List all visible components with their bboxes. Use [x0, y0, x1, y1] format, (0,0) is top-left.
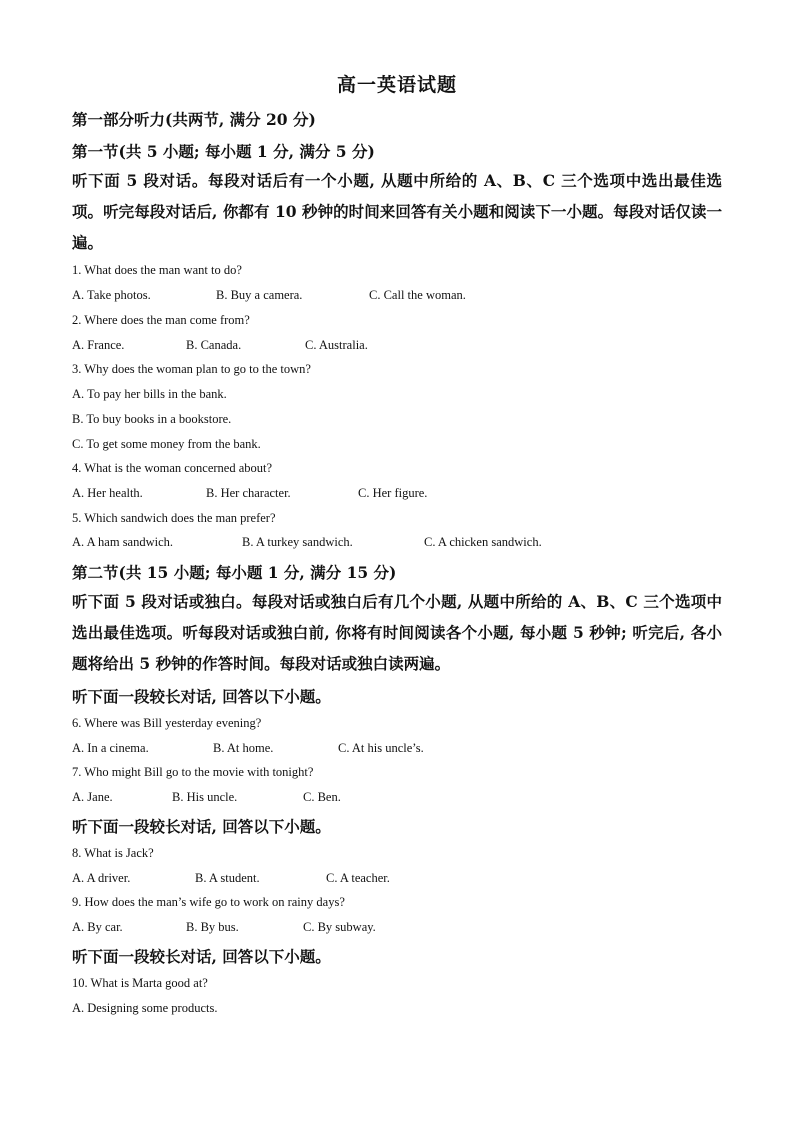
option-b: B. Canada.: [186, 338, 242, 352]
option-b: B. His uncle.: [172, 790, 238, 804]
option-b: B. A student.: [195, 871, 260, 885]
page-title: 高一英语试题: [336, 74, 457, 96]
option-a: A. Take photos.: [72, 288, 151, 302]
question-stem: 3. Why does the woman plan to go to the town?: [72, 362, 311, 376]
section-heading: 第一节(共 5 小题; 每小题 1 分, 满分 5 分): [72, 142, 375, 161]
option-c: C. Her figure.: [358, 486, 428, 500]
option-a: A. By car.: [72, 920, 123, 934]
question-stem: 2. Where does the man come from?: [72, 313, 250, 327]
option-c: C. A teacher.: [326, 871, 390, 885]
section-instructions: 听下面 5 段对话或独白。每段对话或独白后有几个小题, 从题中所给的 A、B、C 三个选项中选出最佳选项。听每段对话或独白前, 你将有时间阅读各个小题, 每小题 5 秒钟; 听完后, 各小题将给出 5 秒钟的作答时间。每段对话或独白读两遍。: [72, 592, 722, 673]
question-stem: 9. How does the man’s wife go to work on rainy days?: [72, 895, 345, 909]
option-b: B. To buy books in a bookstore.: [72, 412, 232, 426]
option-c: C. Ben.: [303, 790, 341, 804]
option-b: B. Her character.: [206, 486, 291, 500]
section-instructions: 听下面 5 段对话。每段对话后有一个小题, 从题中所给的 A、B、C 三个选项中选出最佳选项。听完每段对话后, 你都有 10 秒钟的时间来回答有关小题和阅读下一小题。每段对话仅读一遍。: [72, 171, 722, 252]
question-stem: 10. What is Marta good at?: [72, 976, 208, 990]
option-b: B. Buy a camera.: [216, 288, 303, 302]
option-b: B. By bus.: [186, 920, 239, 934]
option-a: A. In a cinema.: [72, 741, 149, 755]
option-a: A. Her health.: [72, 486, 143, 500]
option-a: A. A driver.: [72, 871, 131, 885]
dialogue-instruction: 听下面一段较长对话, 回答以下小题。: [72, 687, 331, 706]
option-c: C. By subway.: [303, 920, 376, 934]
question-stem: 6. Where was Bill yesterday evening?: [72, 716, 262, 730]
option-c: C. At his uncle’s.: [338, 741, 424, 755]
option-a: A. France.: [72, 338, 125, 352]
option-c: C. Call the woman.: [369, 288, 466, 302]
question-stem: 1. What does the man want to do?: [72, 263, 242, 277]
question-stem: 4. What is the woman concerned about?: [72, 461, 273, 475]
question-stem: 8. What is Jack?: [72, 846, 154, 860]
option-a: A. A ham sandwich.: [72, 535, 174, 549]
dialogue-instruction: 听下面一段较长对话, 回答以下小题。: [72, 817, 331, 836]
question-stem: 5. Which sandwich does the man prefer?: [72, 511, 276, 525]
part-heading: 第一部分听力(共两节, 满分 20 分): [72, 110, 316, 129]
option-a: A. Designing some products.: [72, 1001, 218, 1015]
option-a: A. To pay her bills in the bank.: [72, 387, 227, 401]
question-stem: 7. Who might Bill go to the movie with tonight?: [72, 765, 314, 779]
section-heading: 第二节(共 15 小题; 每小题 1 分, 满分 15 分): [72, 563, 397, 582]
option-b: B. At home.: [213, 741, 274, 755]
option-c: C. To get some money from the bank.: [72, 437, 261, 451]
option-a: A. Jane.: [72, 790, 113, 804]
option-b: B. A turkey sandwich.: [242, 535, 353, 549]
option-c: C. Australia.: [305, 338, 368, 352]
dialogue-instruction: 听下面一段较长对话, 回答以下小题。: [72, 947, 331, 966]
option-c: C. A chicken sandwich.: [424, 535, 542, 549]
